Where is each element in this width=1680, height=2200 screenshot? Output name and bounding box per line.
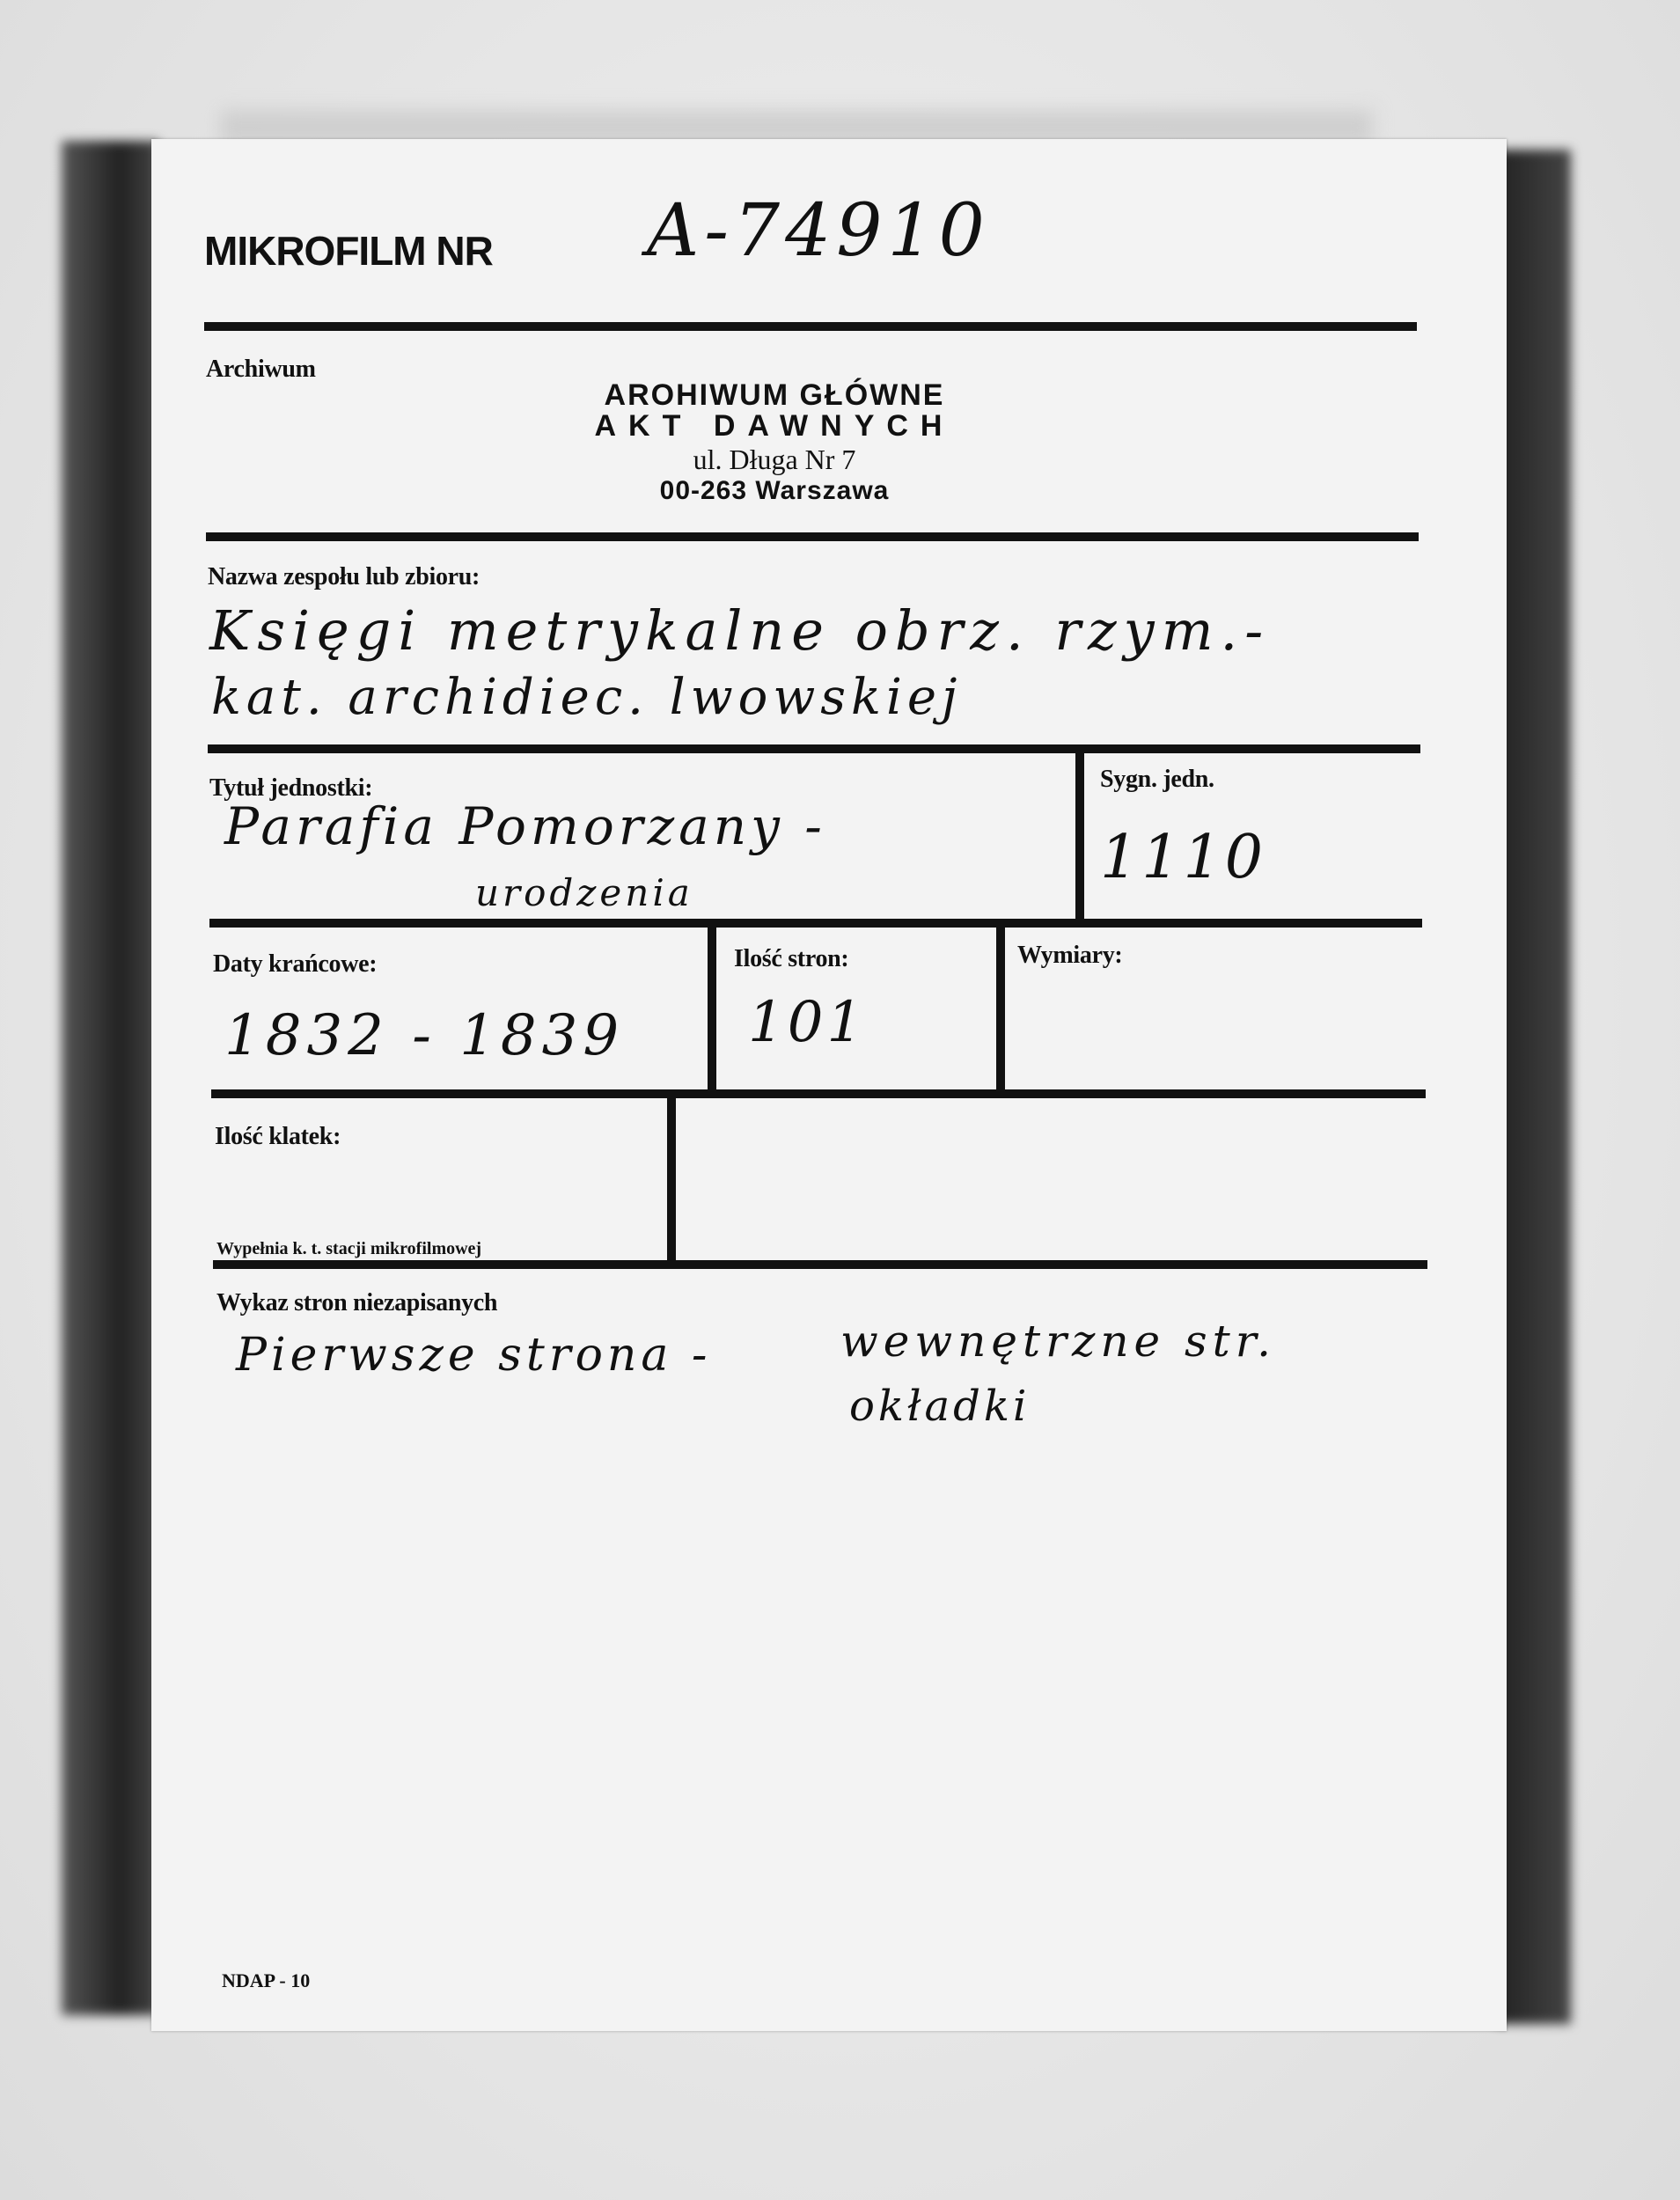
dates-value: 1832 - 1839: [224, 1003, 625, 1068]
pages-label: Ilość stron:: [734, 945, 849, 972]
vrule-dates-pages: [708, 928, 716, 1091]
vrule-pages-dimensions: [996, 928, 1005, 1091]
vrule-frames: [667, 1098, 676, 1262]
rule-collection: [208, 744, 1420, 753]
collection-line-1: Księgi metrykalne obrz. rzym.-: [209, 598, 1271, 663]
unit-title-label: Tytuł jednostki:: [209, 774, 373, 802]
vrule-signature: [1075, 753, 1084, 920]
stamp-line-4: 00-263 Warszawa: [659, 476, 890, 505]
dates-label: Daty krańcowe:: [213, 950, 378, 978]
dimensions-label: Wymiary:: [1017, 942, 1123, 969]
blank-pages-line-2: okładki: [849, 1382, 1031, 1431]
archive-stamp: [528, 378, 1021, 506]
form-code: NDAP - 10: [222, 1969, 311, 1991]
unit-title-line-2: urodzenia: [475, 871, 693, 914]
frames-footnote: Wypełnia k. t. stacji mikrofilmowej: [216, 1239, 482, 1258]
signature-value: 1110: [1100, 823, 1267, 892]
collection-line-2: kat. archidiec. lwowskiej: [211, 669, 963, 726]
blank-pages-line-1a: Pierwsze strona -: [236, 1329, 712, 1382]
rule-frames: [213, 1260, 1427, 1269]
unit-title-line-1: Parafia Pomorzany -: [224, 796, 826, 856]
stamp-line-3: ul. Długa Nr 7: [693, 444, 856, 475]
frames-label: Ilość klatek:: [215, 1123, 341, 1150]
rule-dates: [211, 1089, 1426, 1098]
collection-label: Nazwa zespołu lub zbioru:: [208, 563, 481, 590]
scan-shadow-right: [1496, 150, 1571, 2024]
microfilm-number: A-74910: [647, 189, 990, 273]
scan-shadow-left: [62, 141, 158, 2015]
blank-pages-label: Wykaz stron niezapisanych: [216, 1289, 498, 1316]
stamp-line-1: AROHIWUM GŁÓWNE: [604, 378, 945, 412]
rule-header: [204, 322, 1417, 331]
rule-unit-title: [209, 919, 1422, 928]
pages-value: 101: [748, 990, 867, 1055]
signature-label: Sygn. jedn.: [1100, 766, 1214, 793]
blank-pages-line-1b: wewnętrzne str.: [840, 1316, 1277, 1367]
archive-label: Archiwum: [206, 356, 316, 383]
rule-archive: [206, 532, 1419, 541]
microfilm-label: MIKROFILM NR: [204, 228, 493, 274]
stamp-line-2: AKT DAWNYCH: [594, 409, 955, 443]
